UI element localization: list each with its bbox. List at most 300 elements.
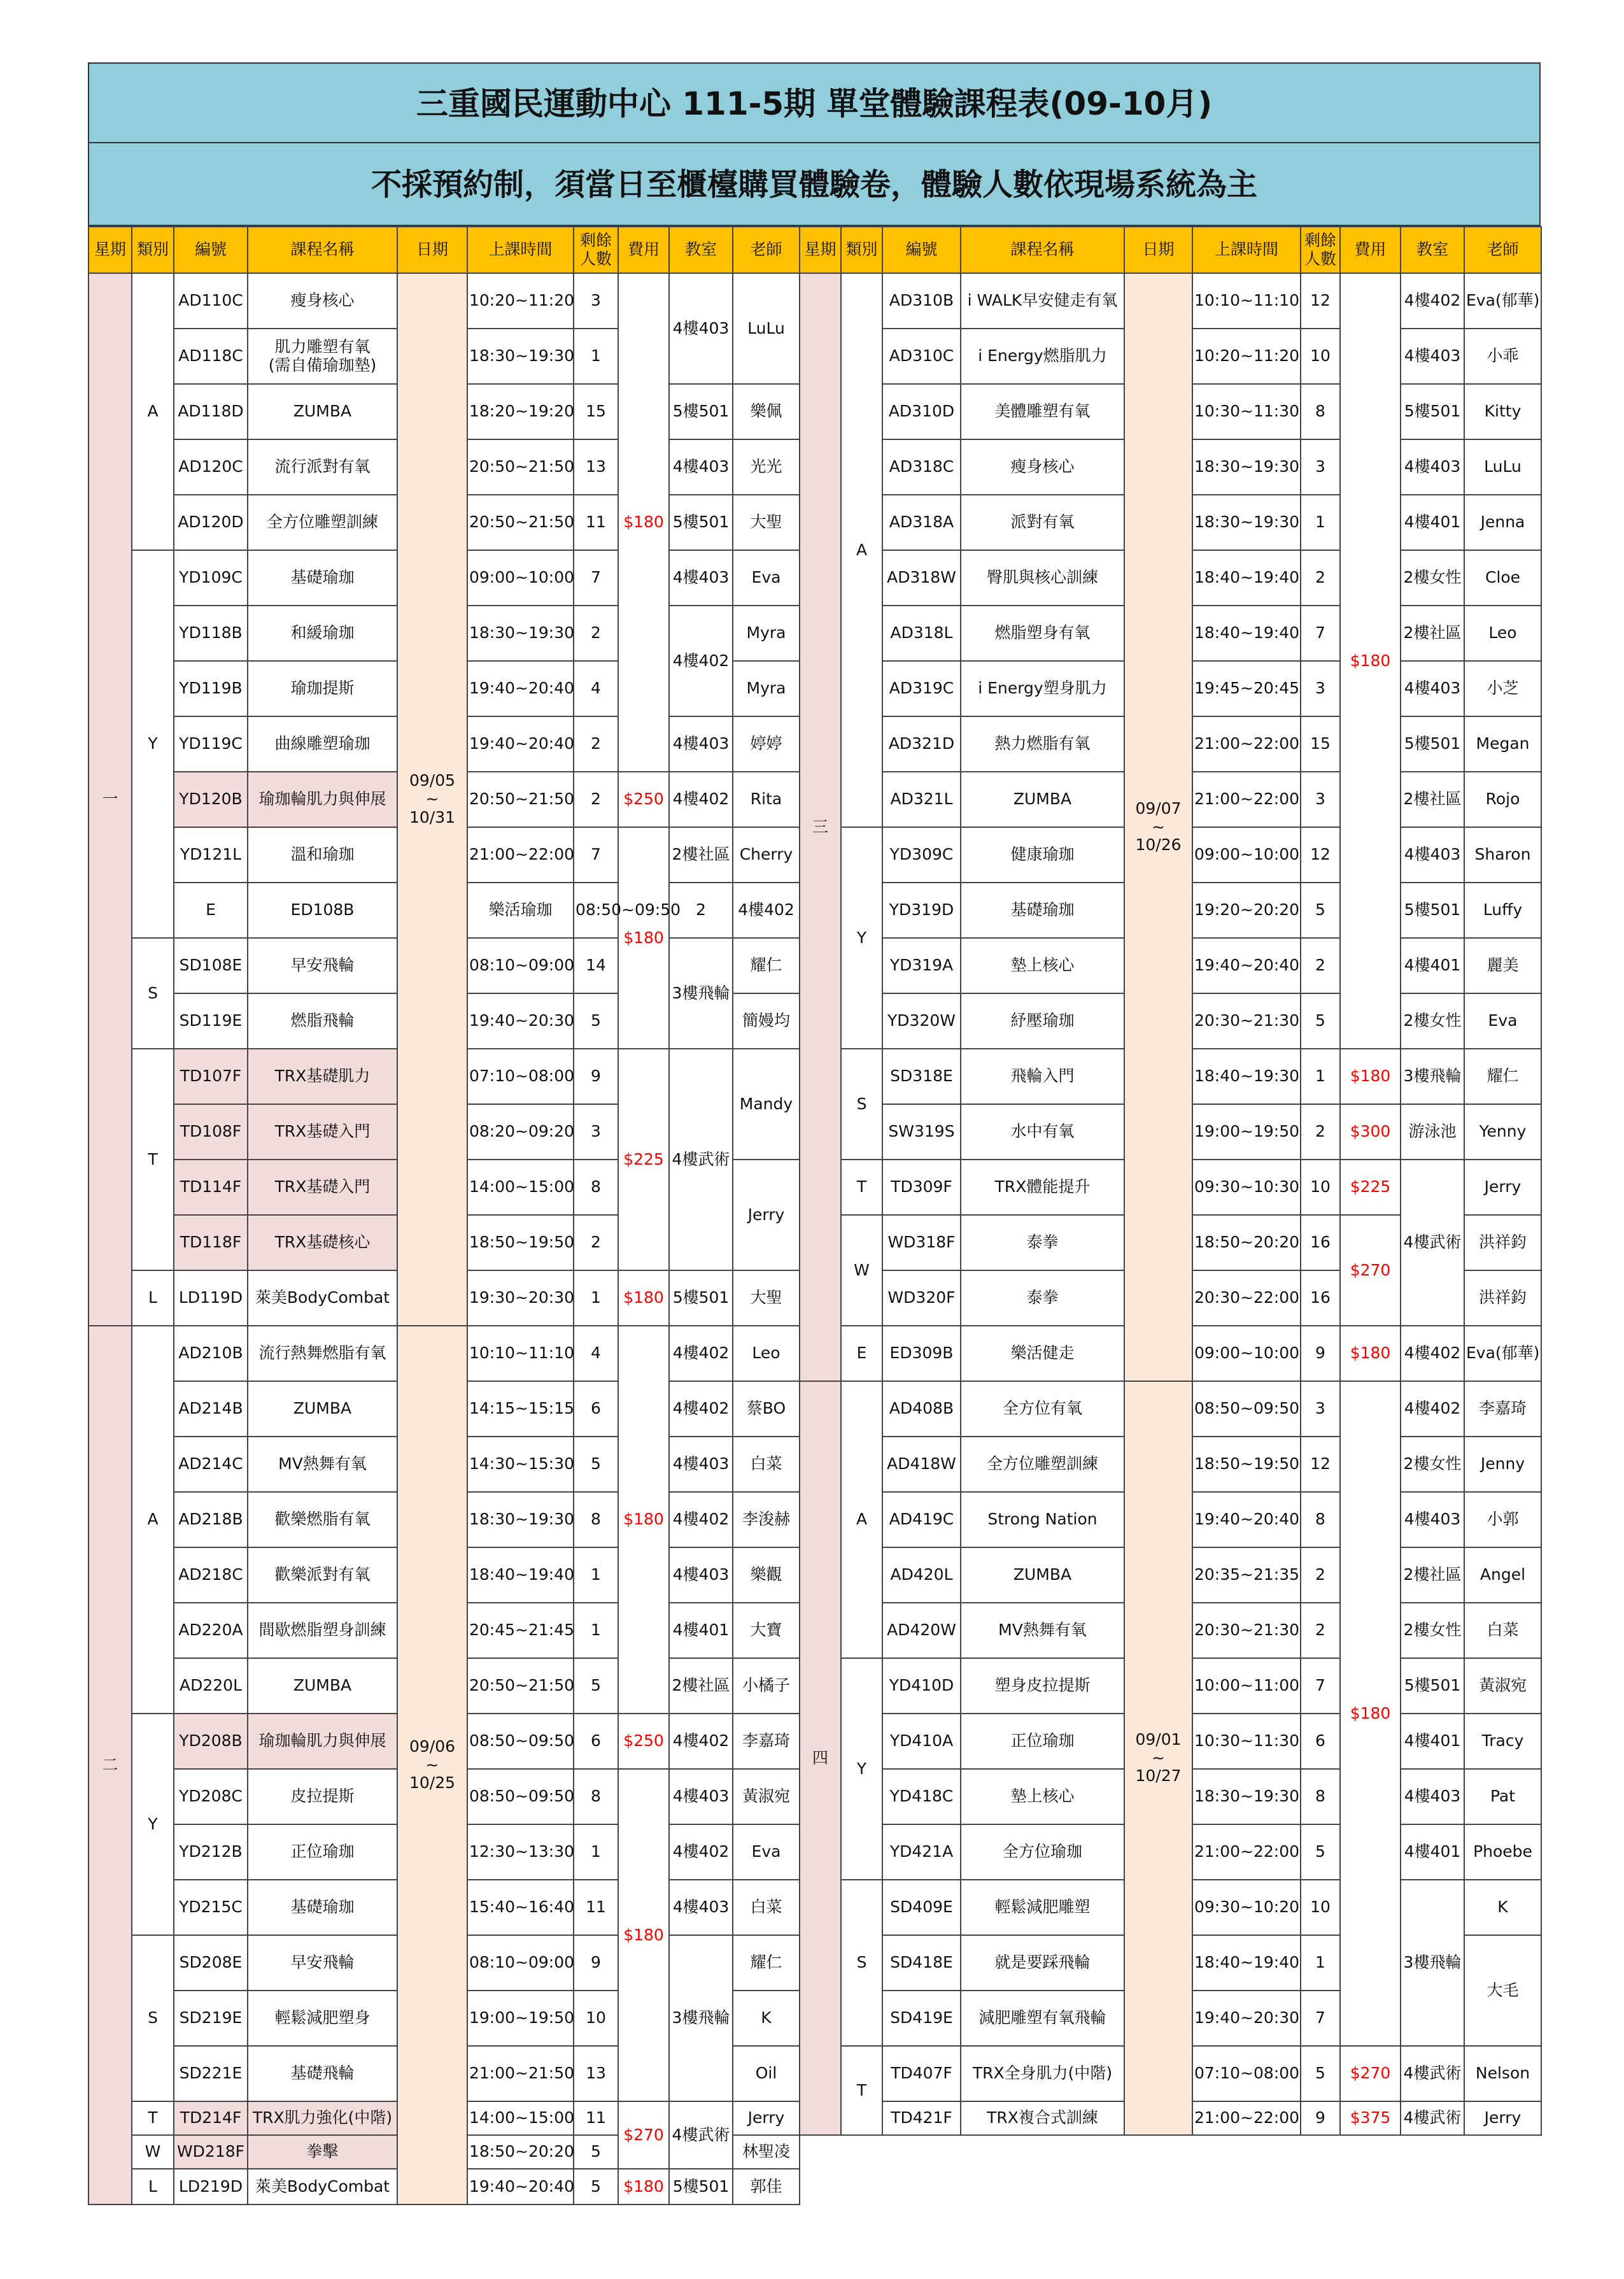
class-time: 18:20~19:20 [467, 384, 574, 439]
remaining-seats: 5 [1301, 2046, 1340, 2101]
course-name: TRX基礎入門 [248, 1104, 397, 1160]
remaining-seats: 9 [574, 1935, 618, 1991]
classroom: 4樓武術 [1401, 2101, 1464, 2135]
course-name: 全方位有氧 [961, 1381, 1124, 1437]
class-time: 08:10~09:00 [467, 1935, 574, 1991]
remaining-seats: 4 [574, 1326, 618, 1381]
course-name: 溫和瑜珈 [248, 827, 397, 883]
remaining-seats: 1 [574, 1824, 618, 1880]
course-code: AD118D [174, 384, 248, 439]
remaining-seats: 11 [574, 1880, 618, 1935]
course-code: SD208E [174, 1935, 248, 1991]
class-time: 09:30~10:20 [1192, 1880, 1301, 1935]
class-time: 19:40~20:40 [467, 716, 574, 772]
course-code: AD218C [174, 1547, 248, 1603]
teacher: Myra [733, 661, 800, 716]
teacher: Phoebe [1464, 1824, 1541, 1880]
classroom: 2樓社區 [1401, 606, 1464, 661]
classroom: 4樓403 [669, 1547, 733, 1603]
classroom: 4樓401 [1401, 938, 1464, 993]
course-name: 瑜珈輪肌力與伸展 [248, 772, 397, 827]
class-time: 18:30~19:30 [467, 329, 574, 384]
course-name: ZUMBA [961, 1547, 1124, 1603]
category-cell: T [132, 2101, 174, 2135]
remaining-seats: 2 [1301, 1104, 1340, 1160]
course-code: AD220A [174, 1603, 248, 1658]
category-cell: S [841, 1049, 882, 1160]
teacher: Jerry [733, 1160, 800, 1270]
fee-cell: $270 [1340, 2046, 1401, 2101]
classroom: 4樓402 [669, 606, 733, 716]
class-time: 10:10~11:10 [1192, 273, 1301, 329]
fee-cell: $180 [1340, 1049, 1401, 1104]
teacher: Eva [733, 1824, 800, 1880]
course-code: AD218B [174, 1492, 248, 1547]
course-name: Strong Nation [961, 1492, 1124, 1547]
classroom: 4樓403 [669, 1437, 733, 1492]
class-time: 10:20~11:20 [1192, 329, 1301, 384]
fee-cell: $180 [618, 2169, 669, 2204]
remaining-seats: 6 [1301, 1714, 1340, 1769]
course-name: 拳擊 [248, 2135, 397, 2169]
category-cell: E [841, 1326, 882, 1381]
course-code: AD120D [174, 495, 248, 550]
header-code: 編號 [174, 227, 248, 273]
course-name: 樂活健走 [961, 1326, 1124, 1381]
course-name: 正位瑜珈 [961, 1714, 1124, 1769]
teacher: 耀仁 [733, 1935, 800, 1991]
course-name: ZUMBA [248, 384, 397, 439]
header-fee: 費用 [618, 227, 669, 273]
date-range-text: 09/05 ~ 10/31 [409, 771, 456, 827]
course-code: AD318W [882, 550, 961, 606]
remaining-seats: 9 [574, 1049, 618, 1104]
category-cell: S [841, 1880, 882, 2046]
course-name: 瘦身核心 [961, 439, 1124, 495]
header-remaining: 剩餘人數 [574, 227, 618, 273]
category-cell: A [841, 1381, 882, 1658]
teacher: Megan [1464, 716, 1541, 772]
course-name: MV熱舞有氧 [961, 1603, 1124, 1658]
course-code: YD319A [882, 938, 961, 993]
category-cell: Y [132, 1714, 174, 1935]
course-name: 墊上核心 [961, 938, 1124, 993]
remaining-seats: 7 [1301, 1658, 1340, 1714]
teacher: 大寶 [733, 1603, 800, 1658]
course-code: YD418C [882, 1769, 961, 1824]
remaining-seats: 5 [574, 2169, 618, 2204]
class-time: 20:30~22:00 [1192, 1270, 1301, 1326]
fee-cell: $250 [618, 1714, 669, 1769]
classroom: 4樓403 [1401, 439, 1464, 495]
class-time: 08:50~09:50 [467, 1714, 574, 1769]
remaining-seats: 14 [574, 938, 618, 993]
classroom: 4樓403 [1401, 329, 1464, 384]
remaining-seats: 7 [574, 550, 618, 606]
course-name: 全方位雕塑訓練 [248, 495, 397, 550]
class-time: 19:40~20:40 [467, 2169, 574, 2204]
teacher: 光光 [733, 439, 800, 495]
category-cell: L [132, 1270, 174, 1326]
teacher: 黃淑宛 [1464, 1658, 1541, 1714]
classroom: 4樓403 [669, 716, 733, 772]
course-name: 間歇燃脂塑身訓練 [248, 1603, 397, 1658]
teacher: Jenny [1464, 1437, 1541, 1492]
schedule-table-left [88, 226, 800, 2205]
course-name: i Energy燃脂肌力 [961, 329, 1124, 384]
teacher: Pat [1464, 1769, 1541, 1824]
teacher: 樂觀 [733, 1547, 800, 1603]
remaining-seats: 2 [1301, 1547, 1340, 1603]
page-subtitle: 不採預約制，須當日至櫃檯購買體驗卷，體驗人數依現場系統為主 [88, 143, 1541, 226]
class-time: 09:30~10:30 [1192, 1160, 1301, 1215]
classroom: 4樓402 [1401, 1326, 1464, 1381]
classroom: 4樓403 [1401, 827, 1464, 883]
class-time: 19:45~20:45 [1192, 661, 1301, 716]
class-time: 18:30~19:30 [467, 606, 574, 661]
remaining-seats: 11 [574, 2101, 618, 2135]
classroom: 2樓社區 [1401, 772, 1464, 827]
teacher: 簡嫚均 [733, 993, 800, 1049]
course-name: TRX基礎肌力 [248, 1049, 397, 1104]
teacher: 洪祥鈞 [1464, 1270, 1541, 1326]
day-cell: 三 [800, 273, 841, 1381]
category-cell: Y [841, 827, 882, 1049]
course-code: AD214C [174, 1437, 248, 1492]
teacher: Rita [733, 772, 800, 827]
classroom: 5樓501 [669, 495, 733, 550]
course-code: AD418W [882, 1437, 961, 1492]
course-name: 流行熱舞燃脂有氧 [248, 1326, 397, 1381]
fee-cell: $180 [1340, 273, 1401, 1049]
teacher: 小芝 [1464, 661, 1541, 716]
remaining-seats: 2 [574, 772, 618, 827]
classroom: 4樓402 [1401, 273, 1464, 329]
teacher: 大毛 [1464, 1935, 1541, 2046]
course-code: AD120C [174, 439, 248, 495]
course-name: 基礎瑜珈 [248, 1880, 397, 1935]
course-code: ED108B [248, 883, 397, 938]
category-cell: Y [841, 1658, 882, 1880]
course-code: SD108E [174, 938, 248, 993]
class-time: 18:50~19:50 [1192, 1437, 1301, 1492]
course-name: 派對有氧 [961, 495, 1124, 550]
course-name: 基礎瑜珈 [961, 883, 1124, 938]
teacher: Myra [733, 606, 800, 661]
category-cell: T [841, 2046, 882, 2135]
course-code: YD309C [882, 827, 961, 883]
course-name: 美體雕塑有氧 [961, 384, 1124, 439]
teacher: 郭佳 [733, 2169, 800, 2204]
classroom: 4樓403 [669, 1769, 733, 1824]
teacher: Tracy [1464, 1714, 1541, 1769]
classroom: 4樓402 [669, 1492, 733, 1547]
classroom: 3樓飛輪 [1401, 1049, 1464, 1104]
class-time: 07:10~08:00 [467, 1049, 574, 1104]
date-range [1124, 273, 1192, 1381]
course-name: 泰拳 [961, 1270, 1124, 1326]
classroom: 2樓社區 [669, 827, 733, 883]
course-code: AD110C [174, 273, 248, 329]
course-code: YD119C [174, 716, 248, 772]
class-time: 18:40~19:40 [1192, 606, 1301, 661]
classroom: 4樓403 [1401, 661, 1464, 716]
table-row [88, 273, 800, 329]
teacher: Jerry [733, 2101, 800, 2135]
remaining-seats: 1 [1301, 1049, 1340, 1104]
teacher: 耀仁 [733, 938, 800, 993]
class-time: 18:40~19:30 [1192, 1049, 1301, 1104]
category-cell: W [132, 2135, 174, 2169]
course-code: LD119D [174, 1270, 248, 1326]
course-code: TD214F [174, 2101, 248, 2135]
header-code: 編號 [882, 227, 961, 273]
course-code: SD219E [174, 1991, 248, 2046]
remaining-seats: 3 [1301, 772, 1340, 827]
teacher: Yenny [1464, 1104, 1541, 1160]
classroom: 4樓402 [669, 1381, 733, 1437]
remaining-seats: 5 [574, 1658, 618, 1714]
course-name: 燃脂飛輪 [248, 993, 397, 1049]
class-time: 19:20~20:20 [1192, 883, 1301, 938]
header-row [800, 227, 1541, 273]
remaining-seats: 11 [574, 495, 618, 550]
fee-cell: $250 [618, 772, 669, 827]
course-code: AD420L [882, 1547, 961, 1603]
teacher: 耀仁 [1464, 1049, 1541, 1104]
course-name: TRX基礎入門 [248, 1160, 397, 1215]
category-cell: A [132, 1326, 174, 1714]
course-code: AD210B [174, 1326, 248, 1381]
remaining-seats: 7 [1301, 606, 1340, 661]
class-time: 14:00~15:00 [467, 1160, 574, 1215]
course-name: 萊美BodyCombat [248, 2169, 397, 2204]
course-code: YD215C [174, 1880, 248, 1935]
remaining-seats: 4 [574, 661, 618, 716]
course-code: YD410D [882, 1658, 961, 1714]
teacher: 婷婷 [733, 716, 800, 772]
date-range-text: 09/07 ~ 10/26 [1135, 799, 1182, 855]
classroom: 3樓飛輪 [1401, 1880, 1464, 2046]
header-category: 類別 [132, 227, 174, 273]
class-time: 15:40~16:40 [467, 1880, 574, 1935]
classroom: 2樓社區 [669, 1658, 733, 1714]
course-code: SD409E [882, 1880, 961, 1935]
day-cell: 二 [88, 1326, 132, 2204]
classroom: 4樓401 [1401, 1824, 1464, 1880]
teacher: Jerry [1464, 1160, 1541, 1215]
class-time: 19:40~20:40 [1192, 1492, 1301, 1547]
course-code: YD120B [174, 772, 248, 827]
teacher: Mandy [733, 1049, 800, 1160]
remaining-seats: 5 [1301, 883, 1340, 938]
course-name: 紓壓瑜珈 [961, 993, 1124, 1049]
remaining-seats: 6 [574, 1714, 618, 1769]
teacher: 蔡BO [733, 1381, 800, 1437]
course-code: TD114F [174, 1160, 248, 1215]
classroom: 4樓402 [669, 1714, 733, 1769]
category-cell: E [174, 883, 248, 938]
teacher: Rojo [1464, 772, 1541, 827]
class-time: 14:30~15:30 [467, 1437, 574, 1492]
class-time: 20:30~21:30 [1192, 1603, 1301, 1658]
class-time: 18:50~20:20 [467, 2135, 574, 2169]
remaining-seats: 16 [1301, 1270, 1340, 1326]
course-code: YD320W [882, 993, 961, 1049]
class-time: 19:30~20:30 [467, 1270, 574, 1326]
course-code: AD318C [882, 439, 961, 495]
table-row [800, 273, 1541, 329]
course-name: 萊美BodyCombat [248, 1270, 397, 1326]
remaining-seats: 13 [574, 2046, 618, 2101]
course-code: YD319D [882, 883, 961, 938]
course-code: YD121L [174, 827, 248, 883]
course-code: SD419E [882, 1991, 961, 2046]
class-time: 19:00~19:50 [1192, 1104, 1301, 1160]
page-title: 三重國民運動中心 111-5期 單堂體驗課程表(09-10月) [88, 62, 1541, 143]
course-code: AD319C [882, 661, 961, 716]
remaining-seats: 8 [1301, 1769, 1340, 1824]
classroom: 5樓501 [1401, 1658, 1464, 1714]
teacher: Sharon [1464, 827, 1541, 883]
class-time: 14:00~15:00 [467, 2101, 574, 2135]
classroom: 4樓402 [733, 883, 800, 938]
teacher: 小乖 [1464, 329, 1541, 384]
class-time: 18:40~19:40 [1192, 550, 1301, 606]
course-code: ED309B [882, 1326, 961, 1381]
schedule-tables [88, 226, 1541, 2279]
classroom: 4樓武術 [669, 2101, 733, 2169]
course-code: AD321D [882, 716, 961, 772]
teacher: LuLu [733, 273, 800, 384]
course-name: 全方位雕塑訓練 [961, 1437, 1124, 1492]
remaining-seats: 10 [1301, 1160, 1340, 1215]
fee-cell: $375 [1340, 2101, 1401, 2135]
course-code: AD118C [174, 329, 248, 384]
header-room: 教室 [669, 227, 733, 273]
remaining-seats: 2 [669, 883, 733, 938]
category-cell: L [132, 2169, 174, 2204]
course-code: SD221E [174, 2046, 248, 2101]
remaining-seats: 3 [1301, 661, 1340, 716]
remaining-seats: 12 [1301, 273, 1340, 329]
class-time: 18:40~19:40 [1192, 1935, 1301, 1991]
table-row [88, 1326, 800, 1381]
course-name: 曲線雕塑瑜珈 [248, 716, 397, 772]
remaining-seats: 16 [1301, 1215, 1340, 1270]
remaining-seats: 1 [574, 1547, 618, 1603]
class-time: 19:40~20:30 [1192, 1991, 1301, 2046]
category-cell: A [841, 273, 882, 827]
category-cell: S [132, 938, 174, 1049]
classroom: 4樓402 [669, 1824, 733, 1880]
remaining-seats: 5 [1301, 993, 1340, 1049]
classroom: 4樓武術 [669, 1049, 733, 1270]
header-date: 日期 [397, 227, 467, 273]
teacher: 李浚赫 [733, 1492, 800, 1547]
date-range [397, 1326, 467, 2204]
course-name: 和緩瑜珈 [248, 606, 397, 661]
class-time: 10:10~11:10 [467, 1326, 574, 1381]
class-time: 20:50~21:50 [467, 1658, 574, 1714]
remaining-seats: 1 [574, 329, 618, 384]
fee-cell: $180 [618, 273, 669, 772]
course-name: 輕鬆減肥塑身 [248, 1991, 397, 2046]
header-course: 課程名稱 [961, 227, 1124, 273]
course-name: TRX全身肌力(中階) [961, 2046, 1124, 2101]
course-code: AD408B [882, 1381, 961, 1437]
course-name: 瑜珈提斯 [248, 661, 397, 716]
course-code: TD421F [882, 2101, 961, 2135]
teacher: Leo [1464, 606, 1541, 661]
course-code: SW319S [882, 1104, 961, 1160]
teacher: K [733, 1991, 800, 2046]
remaining-seats: 8 [1301, 1492, 1340, 1547]
classroom: 4樓403 [669, 439, 733, 495]
course-name: ZUMBA [961, 772, 1124, 827]
remaining-seats: 7 [574, 827, 618, 883]
course-name: 基礎飛輪 [248, 2046, 397, 2101]
classroom: 游泳池 [1401, 1104, 1464, 1160]
class-time: 08:50~09:50 [467, 1769, 574, 1824]
class-time: 10:20~11:20 [467, 273, 574, 329]
course-name: 瑜珈輪肌力與伸展 [248, 1714, 397, 1769]
remaining-seats: 2 [1301, 550, 1340, 606]
teacher: Jenna [1464, 495, 1541, 550]
class-time: 19:40~20:40 [1192, 938, 1301, 993]
classroom: 4樓402 [669, 772, 733, 827]
header-room: 教室 [1401, 227, 1464, 273]
course-code: SD318E [882, 1049, 961, 1104]
course-name: TRX肌力強化(中階) [248, 2101, 397, 2135]
classroom: 3樓飛輪 [669, 938, 733, 1049]
class-time: 12:30~13:30 [467, 1824, 574, 1880]
class-time: 20:30~21:30 [1192, 993, 1301, 1049]
classroom: 5樓501 [669, 384, 733, 439]
header-day: 星期 [88, 227, 132, 273]
course-code: SD418E [882, 1935, 961, 1991]
course-name: i WALK早安健走有氧 [961, 273, 1124, 329]
teacher: Eva [733, 550, 800, 606]
class-time: 21:00~22:00 [1192, 1824, 1301, 1880]
remaining-seats: 15 [574, 384, 618, 439]
course-name: i Energy塑身肌力 [961, 661, 1124, 716]
course-code: TD309F [882, 1160, 961, 1215]
course-name: 樂活瑜珈 [467, 883, 574, 938]
course-code: SD119E [174, 993, 248, 1049]
header-time: 上課時間 [467, 227, 574, 273]
header-teacher: 老師 [1464, 227, 1541, 273]
fee-cell: $180 [618, 1769, 669, 2101]
class-time: 19:40~20:30 [467, 993, 574, 1049]
classroom: 2樓女性 [1401, 1437, 1464, 1492]
category-cell: T [132, 1049, 174, 1270]
remaining-seats: 8 [574, 1160, 618, 1215]
classroom: 3樓飛輪 [669, 1935, 733, 2101]
header-teacher: 老師 [733, 227, 800, 273]
course-code: AD419C [882, 1492, 961, 1547]
class-time: 08:10~09:00 [467, 938, 574, 993]
teacher: 小郭 [1464, 1492, 1541, 1547]
course-name: 流行派對有氧 [248, 439, 397, 495]
course-name: 減肥雕塑有氧飛輪 [961, 1991, 1124, 2046]
header-day: 星期 [800, 227, 841, 273]
teacher: Leo [733, 1326, 800, 1381]
course-code: LD219D [174, 2169, 248, 2204]
teacher: 大聖 [733, 495, 800, 550]
teacher: 黃淑宛 [733, 1769, 800, 1824]
teacher: 白菜 [733, 1437, 800, 1492]
